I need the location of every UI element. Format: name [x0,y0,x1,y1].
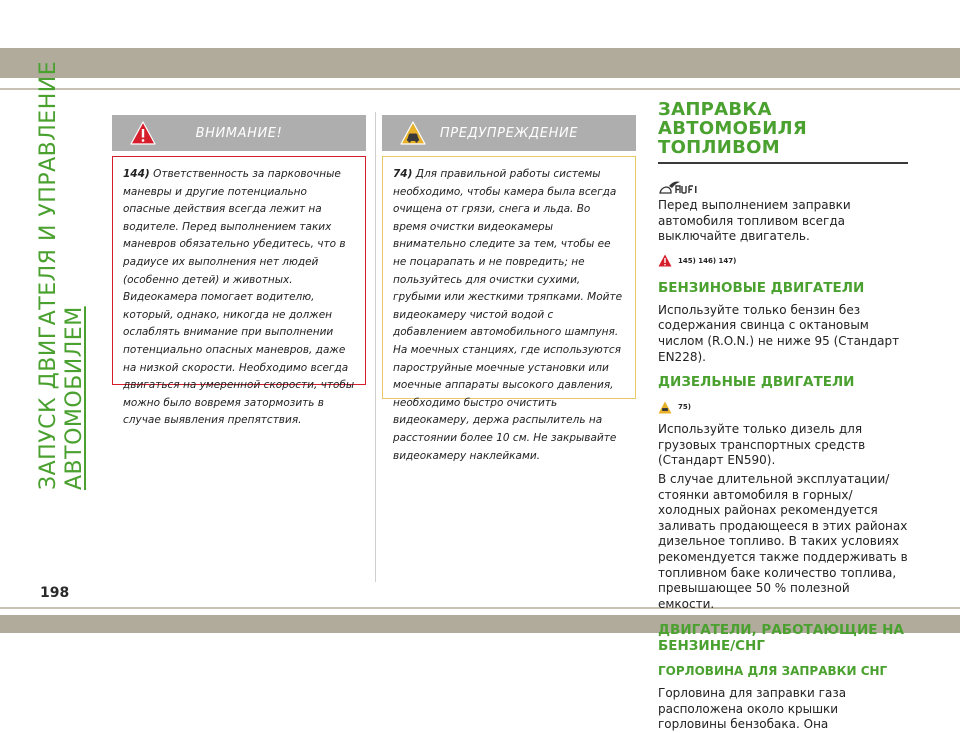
warning-box [112,115,366,427]
eco-driving-icon [658,178,698,198]
caution-title: ПРЕДУПРЕЖДЕНИЕ [439,125,579,141]
caution-text: Для правильной работы системы необходимо, чтобы камера была всегда очищена от грязи, снега и льда. Во время очистки видеокамеры внимательно следите за тем, чтобы ее не поцарапать и не повредить; не пользуйтесь для очистки сухими, грубыми или жесткими тряпками. Мойте видеокамеру чистой водой с добавлением автомобильного шампуня. На моечных станциях, где используются пароструйные моечные установки или моечные аппараты высокого давления, необходимо быстро очистить видеокамеру, держа распылитель на расстоянии более 10 см. Не закрывайте видеокамеру наклейками. [393,168,623,462]
caution-box [382,115,636,462]
chapter-title-line1: ЗАПУСК ДВИГАТЕЛЯ И УПРАВЛЕНИЕ [36,60,61,490]
top-rule [0,88,960,90]
filler-heading: ГОРЛОВИНА ДЛЯ ЗАПРАВКИ СНГ [658,664,888,679]
diesel-refs [658,398,908,416]
title-rule [658,162,908,164]
diesel-ref-text: 75) [678,403,691,412]
caution-small-icon [658,401,672,414]
intro-refs-text: 145) 146) 147) [678,256,737,265]
warning-triangle-icon [130,120,156,146]
page-number: 198 [40,585,70,601]
top-band [0,48,960,78]
eco-block [658,178,908,198]
cng-heading: ДВИГАТЕЛИ, РАБОТАЮЩИЕ НА БЕНЗИНЕ/СНГ [658,622,904,655]
petrol-text: Используйте только бензин без содержания свинца с октановым числом (R.O.N.) не ниже 95 (Стандарт EN228). [658,302,900,364]
warning-header [112,115,366,151]
chapter-title [36,50,96,490]
caution-ref: 74) [393,168,413,180]
warning-body [112,156,366,427]
warning-small-icon [658,254,672,267]
warning-ref: 144) [123,168,150,180]
caution-header [382,115,636,151]
warning-text: Ответственность за парковочные маневры и другие потенциально опасные действия всегда лежит на водителе. Перед выполнением таких маневров обязательно убедитесь, что в радиусе их выполнения нет людей (особенно детей) и животных. Видеокамера помогает водителю, который, однако, никогда не должен ослаблять внимание при выполнении потенциально опасных маневров, даже на низкой скорости. Необходимо всегда двигаться на умеренной скорости, чтобы можно было вовремя затормозить в случае выявления препятствия. [123,168,355,427]
diesel-text-1: Используйте только дизель для грузовых транспортных средств (Стандарт EN590). [658,422,866,468]
column-divider [375,112,376,582]
intro-refs [658,252,908,270]
caution-car-icon [400,120,426,146]
diesel-text-2: В случае длительной эксплуатации/ стоянки автомобиля в горных/холодных районах рекомендуется заливать продающееся в этих районах дизельное топливо. В таких условиях рекомендуется также поддерживать в топливном баке количество топлива, превышающее 50 % полезной емкости. [658,471,908,611]
main-title-line1: ЗАПРАВКА АВТОМОБИЛЯ [658,99,808,139]
chapter-title-line2: АВТОМОБИЛЕМ [62,306,87,490]
diesel-heading: ДИЗЕЛЬНЫЕ ДВИГАТЕЛИ [658,374,855,391]
filler-text: Горловина для заправки газа расположена около крышки горловины бензобака. Она [658,686,847,732]
caution-body [382,156,636,462]
main-column [658,100,908,733]
petrol-heading: БЕНЗИНОВЫЕ ДВИГАТЕЛИ [658,279,865,296]
main-title-line2: ТОПЛИВОМ [658,137,780,158]
warning-title: ВНИМАНИЕ! [195,125,283,141]
main-title [658,100,908,157]
intro-text: Перед выполнением заправки автомобиля топливом всегда выключайте двигатель. [658,198,851,244]
